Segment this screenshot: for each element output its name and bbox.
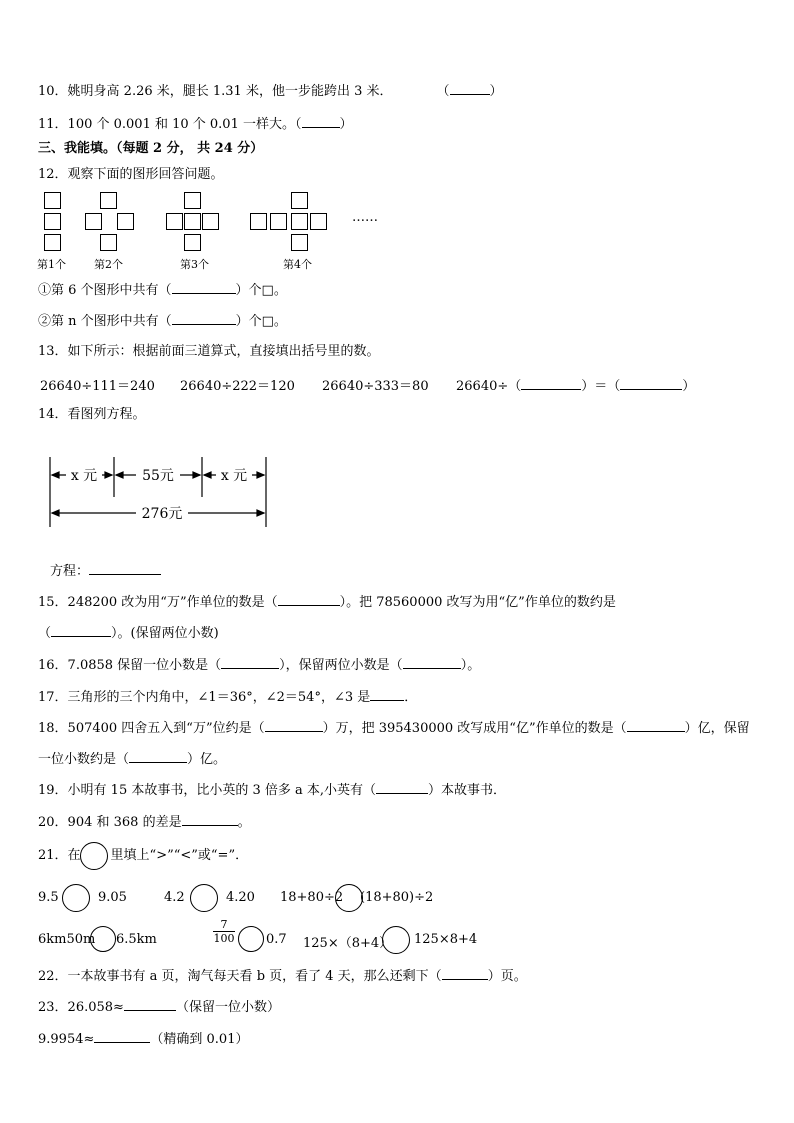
answer-blank[interactable]: [376, 781, 428, 794]
question-19: 19．小明有 15 本故事书，比小英的 3 倍多 a 本,小英有（ ）本故事书．: [38, 783, 507, 798]
answer-blank[interactable]: [450, 82, 490, 95]
compare-right: 6.5km: [116, 932, 157, 947]
comparison-circle[interactable]: [62, 884, 90, 912]
segment-label-x-right: x 元: [220, 468, 248, 484]
answer-blank[interactable]: [521, 377, 581, 390]
question-23-line-2: 9.9954≈ （精确到 0.01）: [38, 1032, 249, 1047]
answer-blank[interactable]: [403, 656, 461, 669]
compare-right: 9.05: [98, 890, 127, 905]
answer-blank[interactable]: [442, 967, 488, 980]
question-23-line-1: 23．26.058≈ （保留一位小数）: [38, 1000, 280, 1015]
square: [166, 213, 183, 230]
equation-2: 26640÷222＝120: [180, 379, 295, 394]
segment-label-x-left: x 元: [70, 468, 98, 484]
square: [100, 234, 117, 251]
answer-blank[interactable]: [627, 719, 685, 732]
section-header: 三、我能填。（每题 2 分， 共 24 分）: [38, 141, 264, 156]
compare-left: 18+80÷2: [280, 890, 344, 905]
answer-blank[interactable]: [620, 377, 682, 390]
segment-label-total: 276元: [141, 506, 183, 522]
question-10: 10．姚明身高 2.26 米，腿长 1.31 米，他一步能跨出 3 米． （ ）: [38, 84, 503, 99]
compare-right: (18+80)÷2: [360, 890, 434, 905]
square: [184, 192, 201, 209]
fraction-denominator: 100: [213, 932, 235, 945]
comparison-circle[interactable]: [335, 884, 363, 912]
compare-right: 125×8+4: [414, 932, 478, 947]
answer-blank[interactable]: [89, 562, 161, 575]
ellipsis: ……: [352, 210, 378, 225]
figure-label-1: 第1个: [37, 258, 66, 271]
answer-blank[interactable]: [221, 656, 279, 669]
compare-left: 4.2: [164, 890, 185, 905]
question-15-line-2: （ ）。(保留两位小数): [38, 626, 219, 641]
answer-blank[interactable]: [302, 115, 340, 128]
square: [291, 192, 308, 209]
square: [291, 234, 308, 251]
question-16: 16．7.0858 保留一位小数是（ ），保留两位小数是（ ）。: [38, 658, 481, 673]
compare-right: 0.7: [266, 932, 287, 947]
answer-blank[interactable]: [94, 1030, 150, 1043]
question-15-line-1: 15．248200 改为用“万”作单位的数是（ ）。把 78560000 改写为用“亿”作单位的数约是: [38, 595, 616, 610]
square: [184, 213, 201, 230]
square: [250, 213, 267, 230]
question-18-line-1: 18．507400 四舍五入到“万”位约是（ ）万，把 395430000 改写成用“亿”作单位的数是（ ）亿，保留: [38, 721, 750, 736]
question-12-part-1: ①第 6 个图形中共有（ ）个□。: [38, 283, 287, 298]
answer-blank[interactable]: [370, 688, 404, 701]
comparison-circle[interactable]: [90, 926, 116, 952]
question-21: 21．在 里填上“>”“<”或“=”．: [38, 848, 249, 863]
square: [270, 213, 287, 230]
equation-3: 26640÷333＝80: [322, 379, 429, 394]
question-11: 11．100 个 0.001 和 10 个 0.01 一样大。（ ）: [38, 117, 353, 132]
equation-answer: 方程：: [50, 562, 161, 581]
square: [44, 213, 61, 230]
equation-1: 26640÷111＝240: [40, 379, 155, 394]
square: [184, 234, 201, 251]
segment-diagram: [40, 452, 280, 532]
answer-blank[interactable]: [265, 719, 323, 732]
comparison-circle[interactable]: [382, 926, 410, 954]
question-14: 14．看图列方程。: [38, 407, 146, 422]
comparison-circle[interactable]: [238, 926, 264, 952]
compare-left: 9.5: [38, 890, 59, 905]
figure-label-2: 第2个: [94, 258, 123, 271]
segment-label-55: 55元: [142, 468, 174, 484]
answer-blank[interactable]: [129, 750, 187, 763]
fraction-numerator: 7: [220, 918, 228, 931]
figure-label-4: 第4个: [283, 258, 312, 271]
square: [100, 192, 117, 209]
question-13: 13．如下所示：根据前面三道算式，直接填出括号里的数。: [38, 344, 380, 359]
answer-blank[interactable]: [172, 312, 236, 325]
question-18-line-2: 一位小数约是（ ）亿。: [38, 752, 227, 767]
square: [44, 192, 61, 209]
square: [44, 234, 61, 251]
square: [117, 213, 134, 230]
equation-4: 26640÷（ ）＝（ ）: [456, 379, 696, 394]
answer-blank[interactable]: [51, 624, 111, 637]
question-17: 17．三角形的三个内角中，∠1＝36°，∠2＝54°，∠3 是 ．: [38, 690, 418, 705]
question-12: 12．观察下面的图形回答问题。: [38, 167, 224, 182]
answer-blank[interactable]: [182, 813, 238, 826]
square: [310, 213, 327, 230]
square: [291, 213, 308, 230]
answer-blank[interactable]: [278, 593, 340, 606]
compare-left: 125×（8+4）: [303, 936, 393, 951]
comparison-circle-sample: [80, 842, 108, 870]
compare-right: 4.20: [226, 890, 255, 905]
question-22: 22．一本故事书有 a 页，淘气每天看 b 页，看了 4 天，那么还剩下（ ）页。: [38, 969, 527, 984]
answer-blank[interactable]: [124, 998, 176, 1011]
figure-label-3: 第3个: [180, 258, 209, 271]
compare-left: 6km50m: [38, 932, 96, 947]
square: [85, 213, 102, 230]
answer-blank[interactable]: [172, 281, 236, 294]
square: [202, 213, 219, 230]
comparison-circle[interactable]: [190, 884, 218, 912]
question-12-part-2: ②第 n 个图形中共有（ ）个□。: [38, 314, 287, 329]
question-20: 20．904 和 368 的差是 。: [38, 815, 251, 830]
fraction: [213, 918, 235, 945]
